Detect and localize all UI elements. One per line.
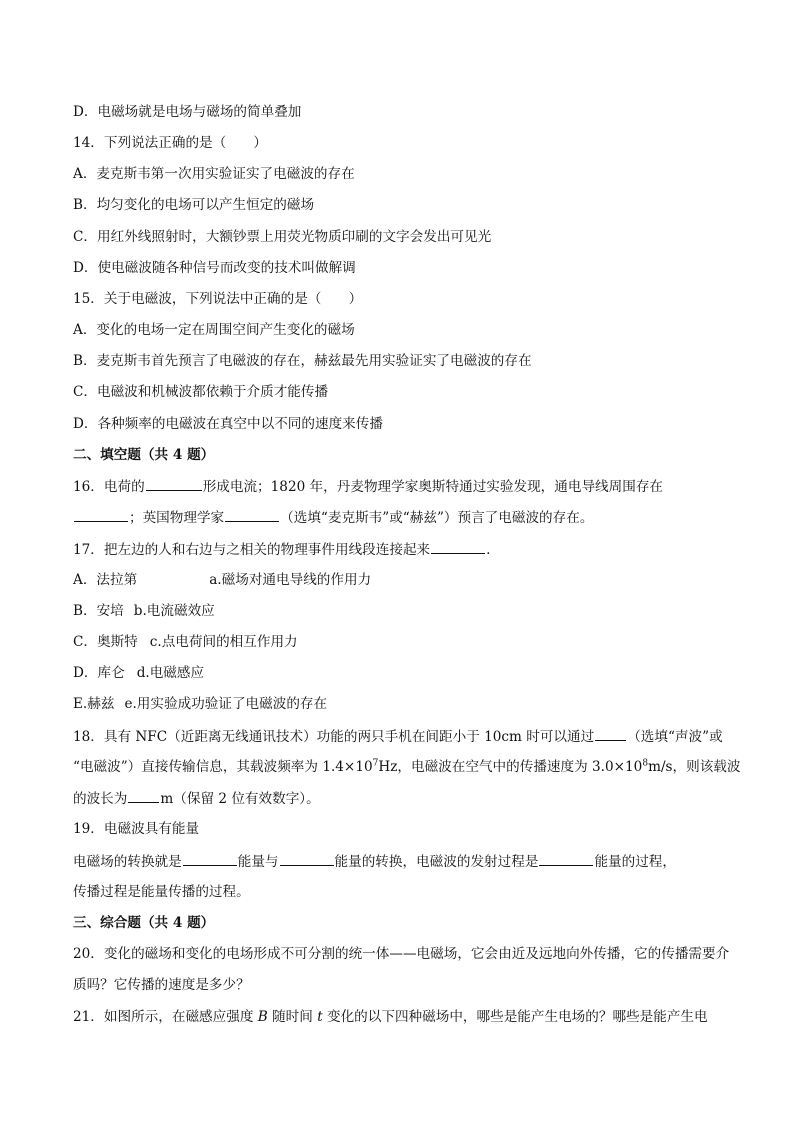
option-14c: C．用红外线照射时，大额钞票上用荧光物质印刷的文字会发出可见光 bbox=[73, 229, 492, 245]
q18-text-e: m/s，则该载波 bbox=[648, 759, 741, 775]
q16-text-b: 形成电流；1820 年，丹麦物理学家奥斯特通过实验发现，通电导线周围存在 bbox=[202, 479, 664, 495]
q18-text-f: 的波长为 bbox=[73, 791, 128, 807]
match-person: B．安培 bbox=[73, 603, 124, 619]
match-person: A．法拉第 bbox=[73, 572, 138, 588]
match-row-5 bbox=[73, 694, 733, 714]
q18-text-b: （选填“声波”或 bbox=[627, 729, 723, 745]
question-20: 20．变化的磁场和变化的电场形成不可分割的统一体——电磁场，它会由近及远地向外传播，它的传播需要介质吗？它传播的速度是多少？ bbox=[73, 946, 730, 993]
question-19-title: 19．电磁波具有能量 bbox=[73, 821, 200, 837]
q21-text-c: 变化的以下四种磁场中，哪些是能产生电场的？哪些是能产生电 bbox=[322, 1009, 708, 1025]
match-person: E.赫兹 bbox=[73, 696, 115, 712]
exponent: 7 bbox=[372, 758, 379, 769]
match-event: b.电流磁效应 bbox=[133, 603, 215, 619]
match-row-2 bbox=[73, 601, 733, 621]
answer-blank bbox=[183, 851, 237, 866]
question-17 bbox=[73, 539, 733, 560]
answer-blank bbox=[539, 851, 593, 866]
option-13d: D．电磁场就是电场与磁场的简单叠加 bbox=[73, 104, 302, 120]
section-heading-fill-in: 二、填空题（共 4 题） bbox=[73, 447, 215, 463]
symbol-b: B bbox=[257, 1009, 268, 1025]
option-14a: A．麦克斯韦第一次用实验证实了电磁波的存在 bbox=[73, 166, 355, 182]
match-row-3 bbox=[73, 632, 733, 652]
q18-text-a: 18．具有 NFC（近距离无线通讯技术）功能的两只手机在间距小于 10cm 时可以通过 bbox=[73, 729, 595, 745]
q17-period: . bbox=[486, 542, 491, 558]
section-heading-comprehensive: 三、综合题（共 4 题） bbox=[73, 915, 215, 931]
answer-blank bbox=[595, 726, 626, 741]
option-15d: D．各种频率的电磁波在真空中以不同的速度来传播 bbox=[73, 416, 383, 432]
answer-blank bbox=[128, 788, 159, 803]
q19-text-d: 能量的过程， bbox=[594, 854, 676, 870]
question-18-line3 bbox=[73, 788, 733, 809]
option-14d: D．使电磁波随各种信号而改变的技术叫做解调 bbox=[73, 260, 356, 276]
match-event: a.磁场对通电导线的作用力 bbox=[209, 572, 372, 588]
q19-text-b: 能量与 bbox=[237, 854, 279, 870]
match-person: D．库仑 bbox=[73, 665, 125, 681]
question-16-line2 bbox=[73, 507, 733, 528]
question-21 bbox=[73, 1007, 733, 1027]
option-14b: B．均匀变化的电场可以产生恒定的磁场 bbox=[73, 197, 315, 213]
answer-blank bbox=[225, 507, 279, 522]
q16-text-d: （选填“麦克斯韦”或“赫兹”）预言了电磁波的存在。 bbox=[280, 510, 594, 526]
q17-text: 17．把左边的人和右边与之相关的物理事件用线段连接起来 bbox=[73, 542, 431, 558]
question-14: 14．下列说法正确的是（ ） bbox=[73, 135, 268, 151]
match-event: d.电磁感应 bbox=[136, 665, 205, 681]
answer-blank bbox=[146, 476, 202, 491]
option-15c: C．电磁波和机械波都依赖于介质才能传播 bbox=[73, 384, 329, 400]
option-15a: A．变化的电场一定在周围空间产生变化的磁场 bbox=[73, 322, 355, 338]
question-18-line1 bbox=[73, 726, 733, 747]
answer-blank bbox=[74, 507, 128, 522]
q16-text-a: 16．电荷的 bbox=[73, 479, 145, 495]
q18-text-c: “电磁波”）直接传输信息，其载波频率为 1.4×10 bbox=[73, 759, 373, 775]
match-event: c.点电荷间的相互作用力 bbox=[149, 634, 298, 650]
match-person: C．奥斯特 bbox=[73, 634, 138, 650]
q21-text-a: 21．如图所示，在磁感应强度 bbox=[73, 1009, 258, 1025]
question-16-line1 bbox=[73, 476, 733, 497]
match-event: e.用实验成功验证了电磁波的存在 bbox=[124, 696, 328, 712]
match-row-4 bbox=[73, 663, 733, 683]
question-19-line2: 传播过程是能量传播的过程。 bbox=[73, 884, 250, 900]
question-15: 15．关于电磁波，下列说法中正确的是（ ） bbox=[73, 291, 363, 307]
q16-text-c: ；英国物理学家 bbox=[129, 510, 225, 526]
q19-text-c: 能量的转换，电磁波的发射过程是 bbox=[334, 854, 539, 870]
match-row-1 bbox=[73, 570, 733, 590]
exponent: 8 bbox=[642, 758, 649, 769]
q21-text-b: 随时间 bbox=[267, 1009, 318, 1025]
question-19-line1 bbox=[73, 851, 733, 872]
q18-text-d: Hz，电磁波在空气中的传播速度为 3.0×10 bbox=[378, 759, 643, 775]
option-15b: B．麦克斯韦首先预言了电磁波的存在，赫兹最先用实验证实了电磁波的存在 bbox=[73, 353, 532, 369]
q19-text-a: 电磁场的转换就是 bbox=[73, 854, 182, 870]
question-18-line2 bbox=[73, 757, 741, 777]
answer-blank bbox=[280, 851, 334, 866]
q18-text-g: m（保留 2 位有效数字）。 bbox=[160, 791, 320, 807]
answer-blank bbox=[431, 539, 485, 554]
symbol-t: t bbox=[317, 1009, 323, 1025]
